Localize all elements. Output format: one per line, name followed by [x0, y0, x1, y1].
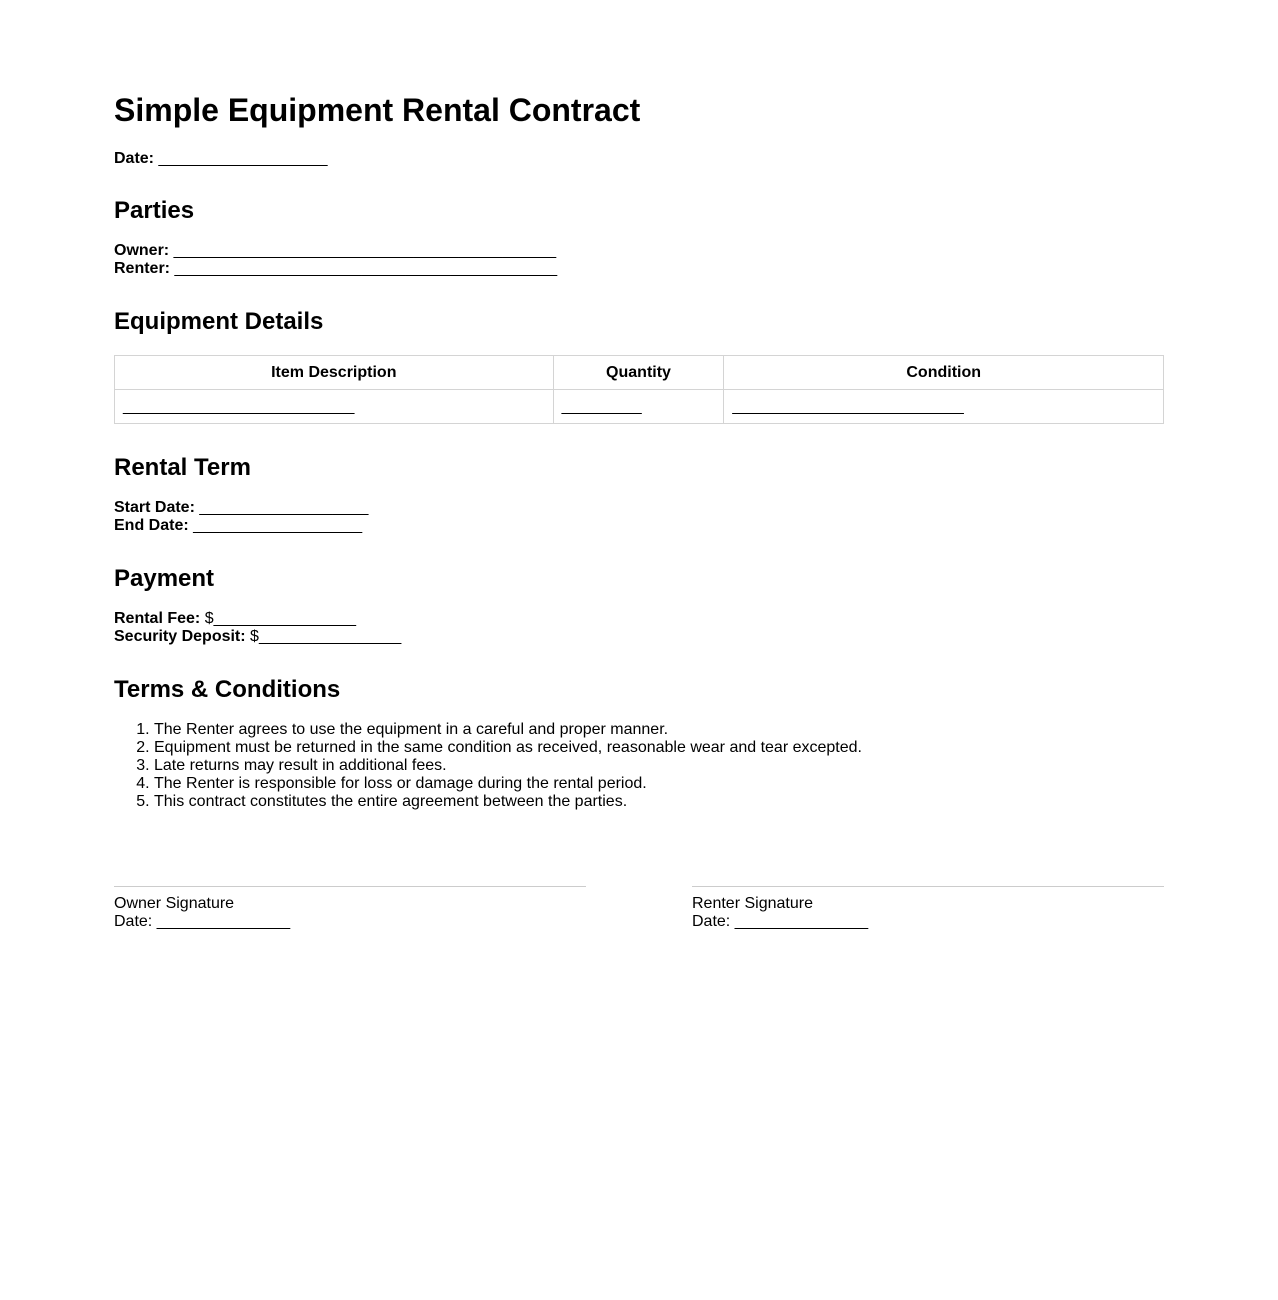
- end-date-blank: ___________________: [188, 517, 363, 534]
- payment-fields: [114, 610, 1164, 646]
- start-date-blank: ___________________: [194, 499, 369, 516]
- terms-heading: Terms & Conditions: [114, 676, 341, 703]
- renter-signature-label: Renter Signature: [692, 895, 813, 912]
- owner-signature-date: Date: _______________: [114, 913, 291, 930]
- condition-cell: __________________________: [724, 390, 1164, 424]
- owner-label: Owner:: [114, 242, 170, 259]
- security-deposit-field: [114, 628, 1164, 646]
- renter-signature-date: Date: _______________: [692, 913, 869, 930]
- owner-field: [114, 242, 1164, 260]
- contract-date-label: Date:: [114, 150, 155, 167]
- renter-blank: ___________________________________________: [170, 260, 558, 277]
- list-item: 1. The Renter agrees to use the equipment in a careful and proper manner.: [154, 721, 1164, 739]
- equipment-heading: Equipment Details: [114, 308, 324, 335]
- payment-heading: Payment: [114, 565, 215, 592]
- owner-signature-block: [114, 886, 586, 931]
- document-title: Simple Equipment Rental Contract: [114, 92, 641, 128]
- signature-area: [114, 886, 1164, 946]
- owner-signature-label: Owner Signature: [114, 895, 235, 912]
- parties-fields: [114, 242, 1164, 278]
- security-deposit-blank: $________________: [245, 628, 402, 645]
- rental-fee-field: [114, 610, 1164, 628]
- end-date-label: End Date:: [114, 517, 189, 534]
- renter-signature-block: [692, 886, 1164, 931]
- start-date-label: Start Date:: [114, 499, 195, 516]
- owner-blank: ___________________________________________: [169, 242, 557, 259]
- rental-fee-label: Rental Fee:: [114, 610, 201, 627]
- table-row: [115, 390, 1164, 424]
- rental-term-fields: [114, 499, 1164, 535]
- contract-date-blank: ___________________: [154, 150, 328, 167]
- end-date-field: [114, 517, 1164, 535]
- list-item: 5. This contract constitutes the entire agreement between the parties.: [154, 793, 1164, 811]
- column-header-quantity: Quantity: [553, 356, 724, 390]
- start-date-field: [114, 499, 1164, 517]
- list-item: 4. The Renter is responsible for loss or damage during the rental period.: [154, 775, 1164, 793]
- terms-list: [114, 721, 1164, 811]
- item-description-cell: __________________________: [115, 390, 554, 424]
- quantity-cell: _________: [553, 390, 724, 424]
- column-header-condition: Condition: [724, 356, 1164, 390]
- renter-label: Renter:: [114, 260, 171, 277]
- equipment-table: [114, 355, 1164, 424]
- contract-document: [114, 91, 1164, 946]
- list-item: 3. Late returns may result in additional fees.: [154, 757, 1164, 775]
- list-item: 2. Equipment must be returned in the same condition as received, reasonable wear and tear excepted.: [154, 739, 1164, 757]
- column-header-item-description: Item Description: [115, 356, 554, 390]
- renter-field: [114, 260, 1164, 278]
- parties-heading: Parties: [114, 197, 195, 224]
- security-deposit-label: Security Deposit:: [114, 628, 246, 645]
- equipment-header-row: [115, 356, 1164, 390]
- rental-fee-blank: $________________: [200, 610, 356, 627]
- rental-term-heading: Rental Term: [114, 454, 251, 481]
- contract-date-field: [114, 150, 1164, 168]
